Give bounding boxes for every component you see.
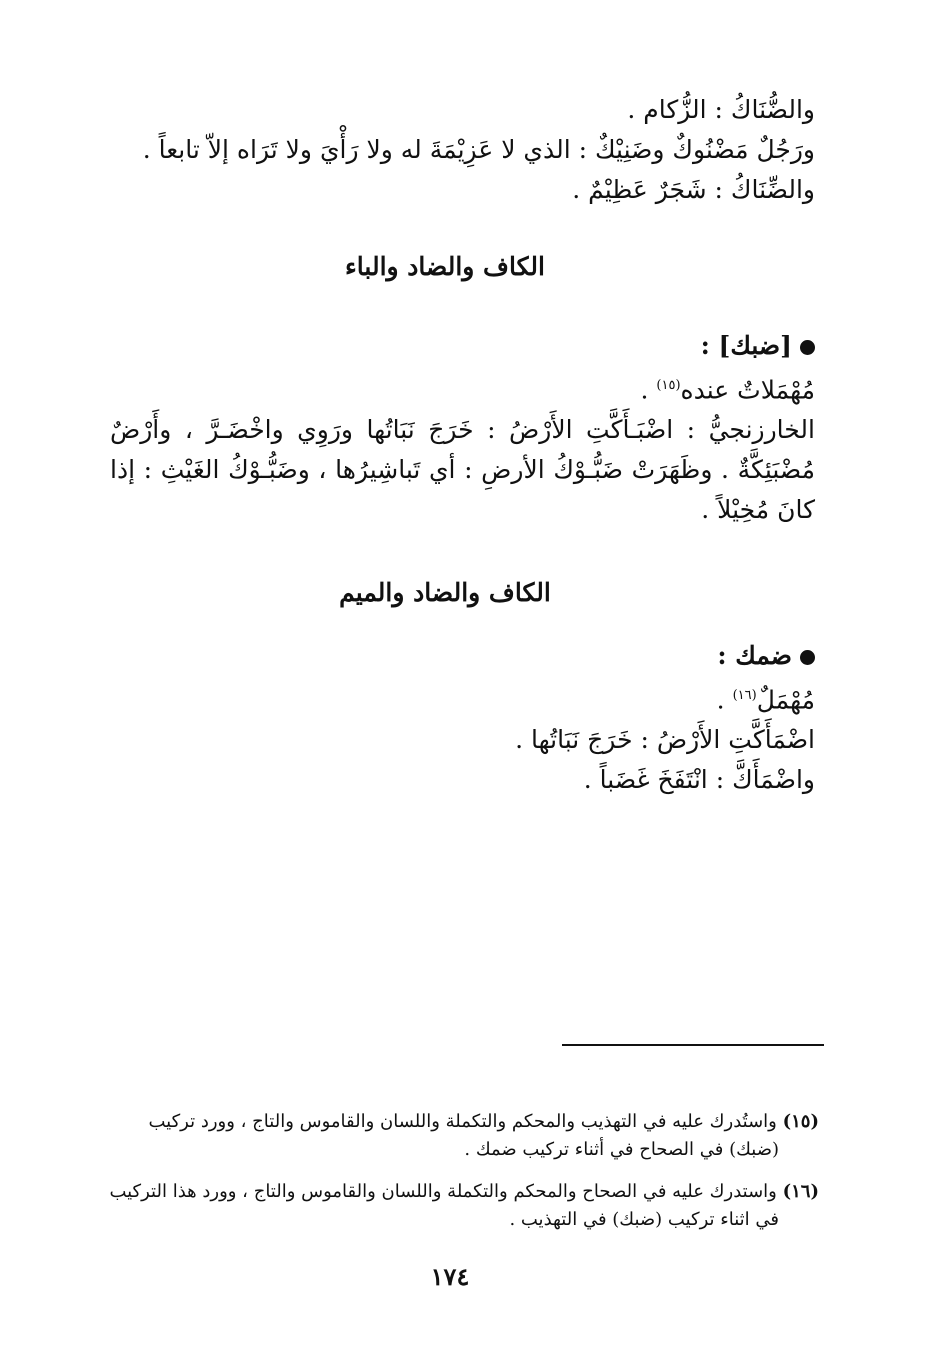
text-line <box>110 676 815 720</box>
entry-text-end: . <box>640 375 657 405</box>
text-line: اضْمَأَكَّتِ الأَرْضُ : خَرَجَ نَبَاتُها . <box>515 725 815 755</box>
entry-headword <box>110 326 815 366</box>
headword-text: [ضبك] : <box>700 331 792 360</box>
text-line: والضُّنَاكُ : الزُّكام . <box>627 95 815 124</box>
entry-dbk <box>110 326 815 530</box>
footnote <box>89 1178 819 1234</box>
bullet-icon <box>800 650 815 665</box>
entry-dmk <box>110 636 815 800</box>
section-heading: الكاف والضاد والباء <box>345 252 545 281</box>
text-line <box>110 366 815 410</box>
footnote-divider <box>562 1044 824 1046</box>
headword-text: ضمك : <box>717 641 792 670</box>
page-number: ١٧٤ <box>430 1262 470 1291</box>
footnote-line <box>89 1108 819 1136</box>
footnote-line: في اثناء تركيب (ضبك) في التهذيب . <box>509 1209 779 1230</box>
text-line: ورَجُلٌ مَضْنُوكٌ وضَنِيْكٌ : الذي لا عَزِيْمَةَ له ولا رَأْيَ ولا تَرَاه إلاّ تابعاً . <box>142 135 815 164</box>
top-section <box>110 90 815 210</box>
footnote-number: (١٥) <box>782 1111 819 1132</box>
footnote-line <box>89 1178 819 1206</box>
footnote-ref: (١٦) <box>732 688 757 703</box>
footnote-number: (١٦) <box>782 1181 819 1202</box>
section-heading: الكاف والضاد والميم <box>339 578 551 607</box>
footnote-line: (ضبك) في الصحاح في أثناء تركيب ضمك . <box>464 1139 779 1160</box>
bullet-icon <box>800 340 815 355</box>
entry-text: مُهْمَلٌ <box>756 685 815 715</box>
entry-text: مُهْمَلاتٌ عنده <box>680 375 815 405</box>
footnote <box>89 1108 819 1164</box>
text-line: والضِّنَاكُ : شَجَرٌ عَظِيْمٌ . <box>572 175 815 204</box>
footnote-text: واستُدرك عليه في التهذيب والمحكم والتكملة واللسان والقاموس والتاج ، وورد تركيب <box>148 1111 777 1132</box>
text-line: واضْمَأَكَّ : انْتَفَخَ غَضَباً . <box>583 765 815 795</box>
footnote-text: واستدرك عليه في الصحاح والمحكم والتكملة واللسان والقاموس والتاج ، وورد هذا التركيب <box>109 1181 777 1202</box>
footnote-ref: (١٥) <box>656 378 681 393</box>
entry-headword <box>110 636 815 676</box>
entry-paragraph: الخارزنجيُّ : اضْبَـأَكَّتِ الأَرْضُ : خَرَجَ نَبَاتُها ورَوِي واخْضَـرَّ ، وأَرْضٌ مُضْبَئِكَّةٌ . وظَهَرَتْ ضَبُّـوْكُ الأرضِ : أي تَباشِيرُها ، وضَبُّـوْكُ الغَيْثِ : إذا كانَ مُخِيْلاً . <box>110 415 815 525</box>
entry-text-end: . <box>716 685 733 715</box>
